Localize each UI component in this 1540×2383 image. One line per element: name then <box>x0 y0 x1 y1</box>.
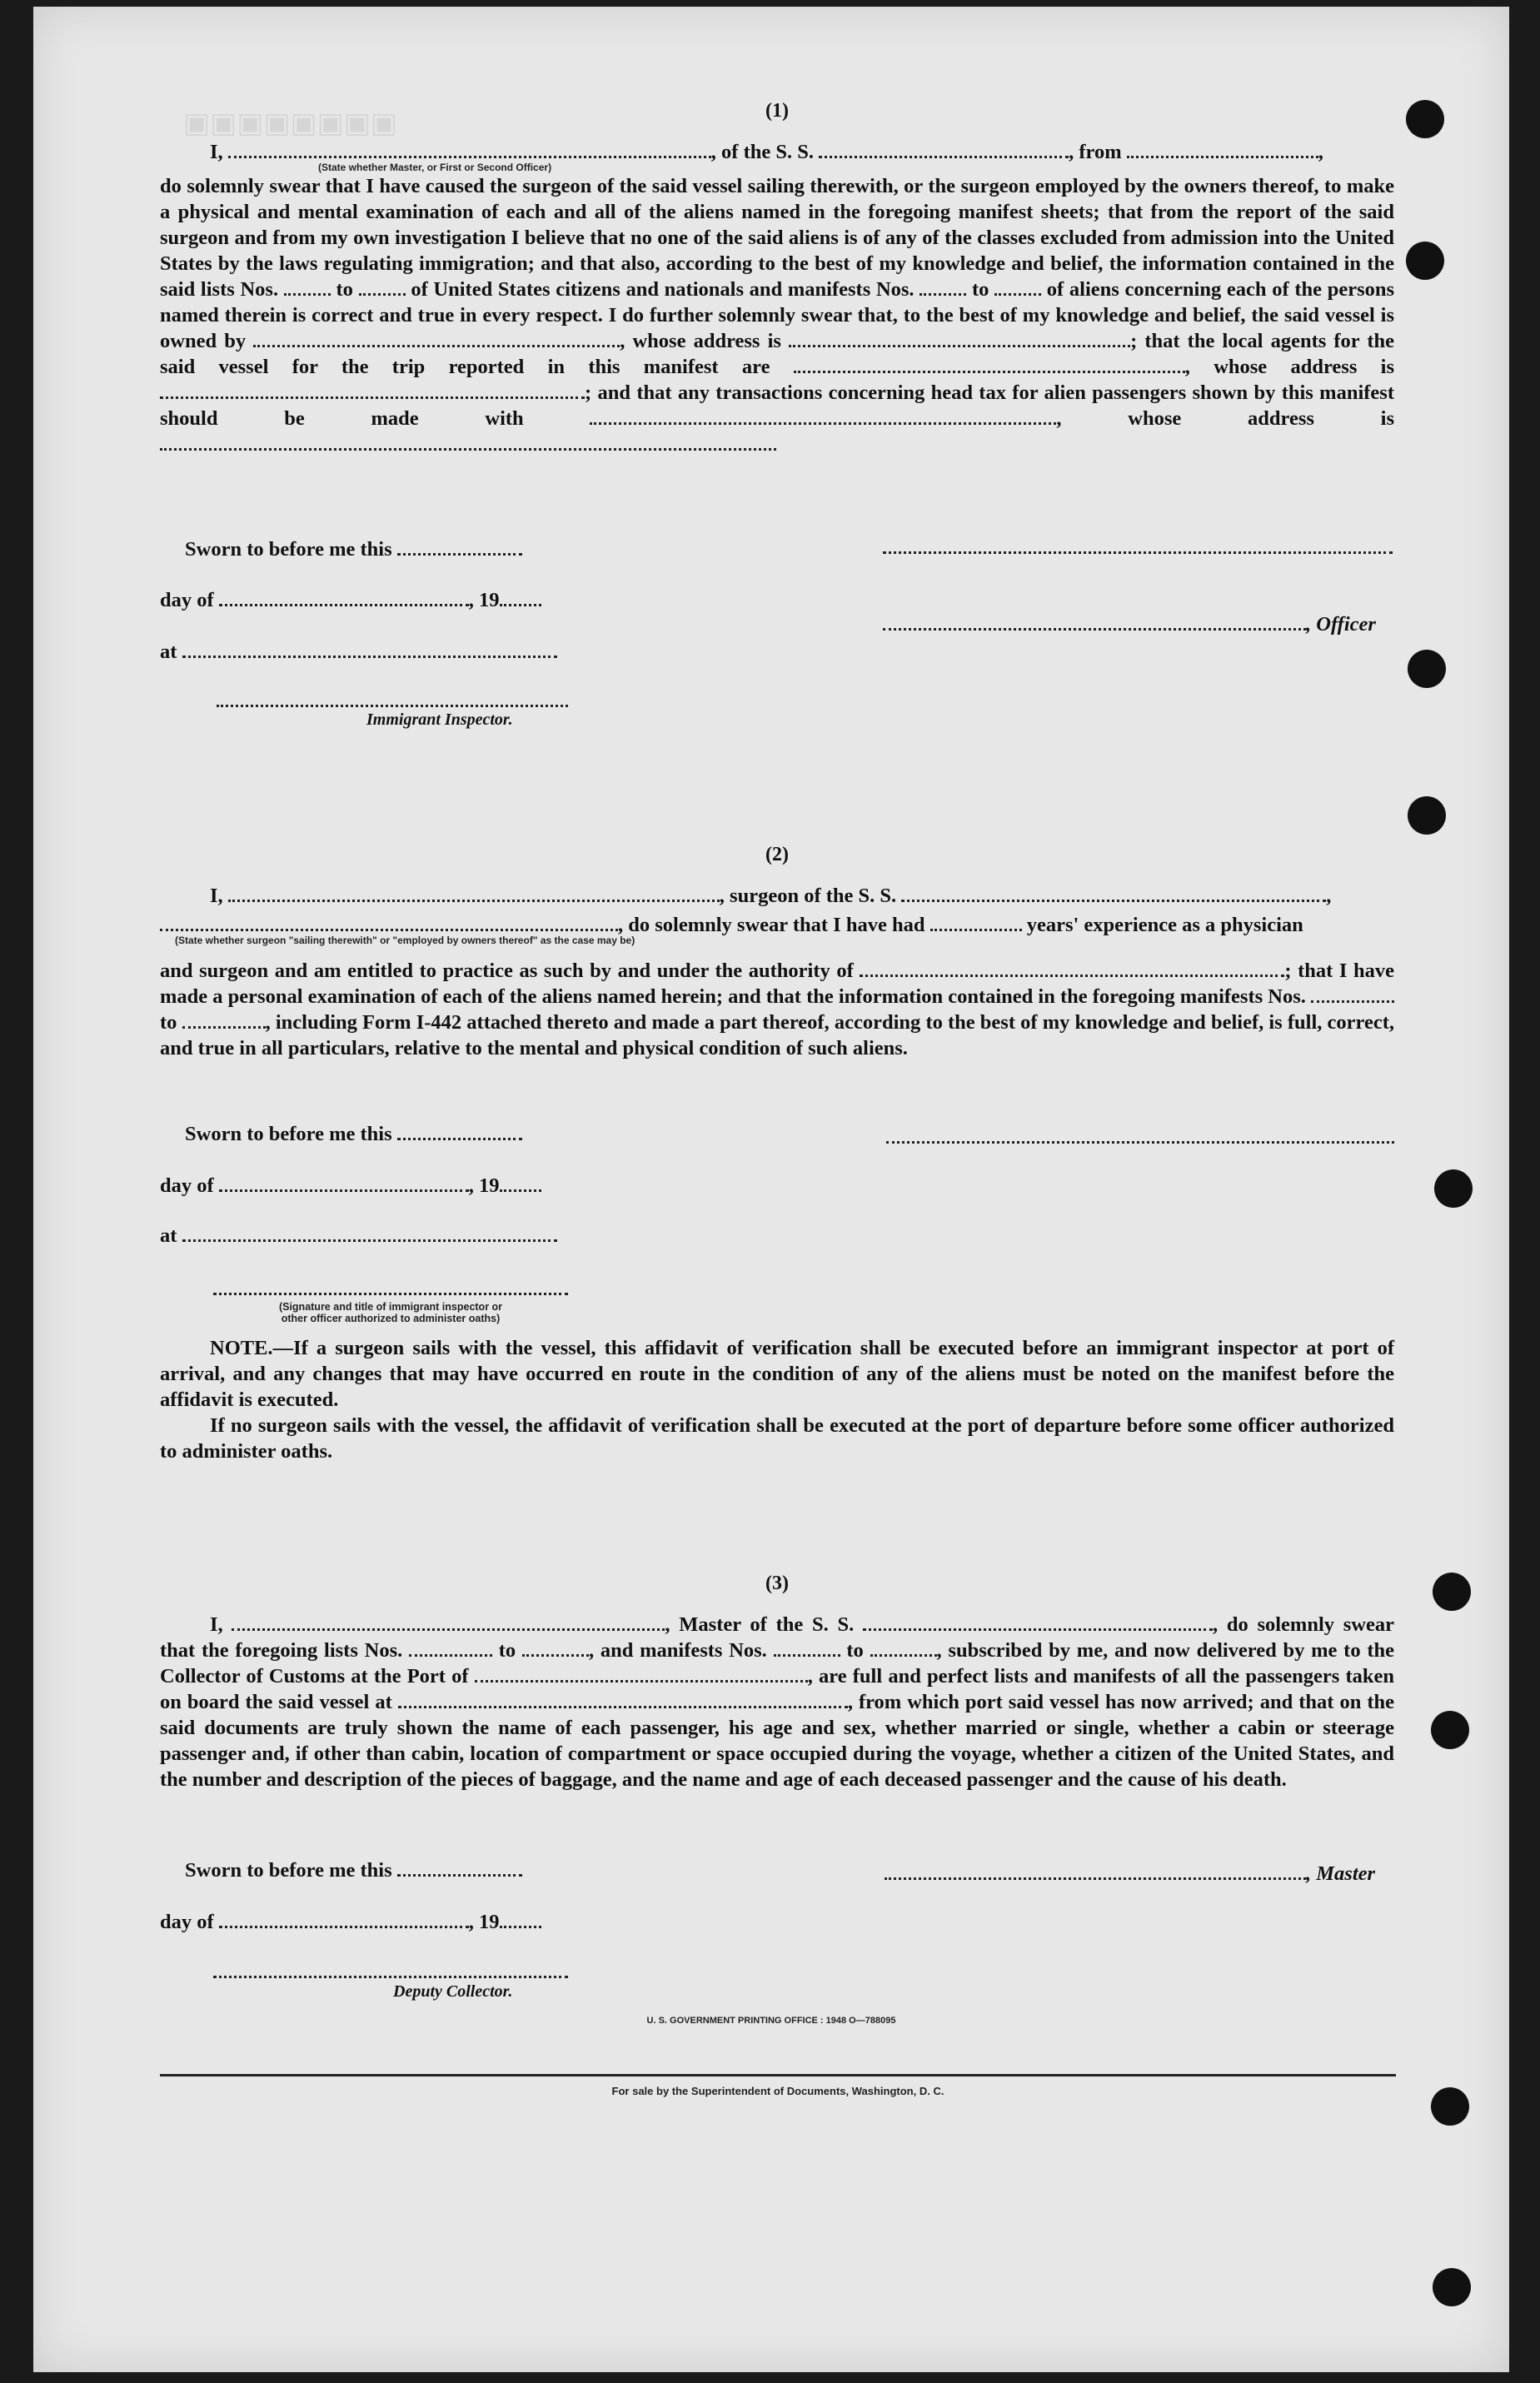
text: , do solemnly swear that the foregoing lists Nos. <box>160 1613 1394 1662</box>
blank-agents-address[interactable] <box>160 380 585 399</box>
sworn-line <box>185 536 522 561</box>
blank-manifests-to[interactable] <box>994 277 1041 296</box>
blank-vessel-name[interactable] <box>901 883 1326 902</box>
text: , surgeon of the S. S. <box>719 885 902 907</box>
at-line <box>160 1223 557 1248</box>
text: to <box>336 278 353 301</box>
affidavit-1-body <box>160 173 1394 457</box>
blank-years-experience[interactable] <box>930 912 1022 931</box>
master-signature-line[interactable] <box>885 1861 1306 1880</box>
blank-year[interactable] <box>500 587 541 606</box>
affidavit-3-body <box>160 1612 1394 1792</box>
blank-lists-to[interactable] <box>522 1638 589 1657</box>
text: to <box>498 1639 516 1662</box>
blank-lists-from[interactable] <box>284 277 331 296</box>
binder-hole <box>1406 100 1444 138</box>
binder-hole <box>1408 796 1446 835</box>
signature-caption <box>213 1301 568 1324</box>
at-line <box>160 639 557 664</box>
day-of-line <box>160 1173 541 1198</box>
blank-month[interactable] <box>219 1173 469 1192</box>
binder-hole <box>1433 1573 1471 1611</box>
collector-caption: Deputy Collector. <box>393 1982 513 2001</box>
blank-place[interactable] <box>182 639 557 658</box>
affidavit-2 <box>160 844 1394 1061</box>
binder-hole <box>1434 1169 1473 1208</box>
text: to <box>971 278 989 301</box>
blank-surgeon-name[interactable] <box>228 883 720 902</box>
master-line <box>885 1861 1375 1886</box>
inspector-signature-line[interactable] <box>217 705 568 707</box>
text: , whose address is <box>1056 407 1394 430</box>
text: I, <box>210 141 228 163</box>
text: to <box>846 1639 864 1662</box>
blank-head-tax-contact[interactable] <box>590 406 1056 425</box>
surgeon-signature-line[interactable] <box>886 1141 1394 1144</box>
blank-year[interactable] <box>500 1173 541 1192</box>
blank-head-tax-address[interactable] <box>160 431 776 451</box>
sworn-line <box>185 1121 522 1146</box>
blank-year[interactable] <box>500 1909 541 1928</box>
day-of-line <box>160 1909 541 1934</box>
text: I, <box>210 885 228 907</box>
note-block <box>160 1335 1394 1464</box>
note-paragraph-1 <box>160 1335 1394 1413</box>
blank-manifests-from[interactable] <box>920 277 966 296</box>
text: day of <box>160 1911 214 1933</box>
text: , of the S. S. <box>710 141 820 163</box>
blank-lists-to[interactable] <box>359 277 406 296</box>
affidavit-3 <box>160 1573 1394 1792</box>
text: at <box>160 1224 177 1247</box>
signature-caption-line: (Signature and title of immigrant inspector or <box>278 1301 503 1313</box>
text: at <box>160 641 177 663</box>
officer-rank-caption: (State whether Master, or First or Second Officer) <box>318 162 552 173</box>
blank-manifests-to[interactable] <box>870 1638 937 1657</box>
inspector-caption: Immigrant Inspector. <box>366 710 513 729</box>
blank-month[interactable] <box>219 1909 469 1928</box>
text: , 19 <box>468 1911 500 1933</box>
text: , from which port said vessel has now arrived; and that on the said documents are truly shown the name of each passenger, his age and sex, whether married or single, whether a cabin or steerage passenger and, if other than cabin, location of compartment or space occupied during the voyage, whether a citizen of the United States, and the number and description of the pieces of baggage, and the name and age of each deceased passenger and the cause of his death. <box>160 1691 1395 1791</box>
affidavit-2-first-line <box>160 883 1394 909</box>
blank-manifests-to[interactable] <box>182 1010 266 1029</box>
administering-officer-signature-line[interactable] <box>213 1293 568 1295</box>
text: of United States citizens and nationals and manifests Nos. <box>411 278 915 301</box>
text: I, <box>210 1613 223 1636</box>
text: , 19 <box>468 589 500 611</box>
blank-licensing-authority[interactable] <box>860 958 1284 977</box>
collector-signature-line[interactable] <box>213 1976 568 1978</box>
blank-sworn-date[interactable] <box>397 1121 522 1140</box>
text: of aliens concerning each of the persons named therein is correct and true in every respect. I do further solemnly swear that, to the best of my knowledge and belief, the said vessel is owned by <box>160 278 1395 352</box>
officer-signature-line[interactable] <box>883 611 1306 631</box>
blank-lists-from[interactable] <box>409 1638 492 1657</box>
form-page <box>33 7 1509 2372</box>
officer-caption: , Officer <box>1306 613 1376 636</box>
text: ; that I have made a personal examination of each of the aliens named herein; and that the information contained in the foregoing manifests Nos. <box>160 960 1395 1008</box>
text: years' experience as a physician <box>1021 914 1303 936</box>
sworn-line <box>185 1857 522 1882</box>
bleed-through-mark: ▣▣▣▣▣▣▣▣ <box>183 107 397 139</box>
blank-month[interactable] <box>219 587 469 606</box>
affidavit-1 <box>160 100 1394 457</box>
text: ; that the local agents for the said vessel for the trip reported in this manifest are <box>160 330 1395 378</box>
text: , do solemnly swear that I have had <box>618 914 930 936</box>
text: Sworn to before me this <box>185 1859 392 1882</box>
surgeon-status-caption: (State whether surgeon "sailing therewith" or "employed by owners thereof" as the case may be) <box>175 935 635 946</box>
section-number: (3) <box>765 1573 789 1594</box>
blank-manifests-from[interactable] <box>1311 984 1394 1003</box>
binder-hole <box>1406 242 1444 280</box>
blank-manifests-from[interactable] <box>774 1638 840 1657</box>
blank-vessel-name[interactable] <box>863 1612 1213 1631</box>
text: , <box>1318 141 1323 163</box>
text: , subscribed by me, and now delivered by me to the Collector of Customs at the Port of <box>160 1639 1395 1688</box>
blank-departure-port[interactable] <box>1127 139 1318 158</box>
sale-footer: For sale by the Superintendent of Documents, Washington, D. C. <box>160 2074 1396 2097</box>
blank-officer-rank[interactable] <box>228 139 711 158</box>
blank-port-of-embarkation[interactable] <box>398 1689 848 1708</box>
officer-name-line[interactable] <box>883 551 1393 554</box>
blank-place[interactable] <box>182 1223 557 1242</box>
text: , from <box>1069 141 1127 163</box>
text: do solemnly swear that I have caused the surgeon of the said vessel sailing therewith, or the surgeon employed by the owners thereof, to make a physical and mental examination of each and all of the aliens named in the foregoing manifest sheets; that from the report of the said surgeon and from my own investigation I believe that no one of the said aliens is of any of the classes excluded from admission into the United States by the laws regulating immigration; and that also, according to the best of my knowledge and belief, the information contained in the said lists Nos. <box>160 175 1394 301</box>
blank-sworn-date[interactable] <box>397 536 522 556</box>
text: , are full and perfect lists and manifests of all the passengers taken on board the said vessel at <box>160 1665 1395 1713</box>
binder-hole <box>1433 2268 1471 2306</box>
text: day of <box>160 589 214 611</box>
day-of-line <box>160 587 541 612</box>
blank-local-agents[interactable] <box>794 354 1185 373</box>
blank-sworn-date[interactable] <box>397 1857 522 1877</box>
section-number: (1) <box>765 100 789 122</box>
binder-hole <box>1408 650 1446 688</box>
text: to <box>160 1011 177 1034</box>
printing-office-imprint: U. S. GOVERNMENT PRINTING OFFICE : 1948 O—788095 <box>646 2016 896 2026</box>
text: , and manifests Nos. <box>588 1639 767 1662</box>
blank-master-name[interactable] <box>232 1612 665 1631</box>
text: Sworn to before me this <box>185 538 392 561</box>
text: Sworn to before me this <box>185 1123 392 1145</box>
blank-vessel-name[interactable] <box>819 139 1069 158</box>
blank-port-of-arrival[interactable] <box>475 1663 808 1683</box>
officer-line <box>883 611 1376 636</box>
text: , 19 <box>468 1174 500 1197</box>
text: , whose address is <box>620 330 781 352</box>
note-paragraph-2 <box>160 1413 1394 1464</box>
text: , <box>1326 885 1332 907</box>
blank-surgeon-status[interactable] <box>160 912 618 931</box>
text: , whose address is <box>1184 356 1395 378</box>
note-label: NOTE. <box>210 1337 273 1359</box>
binder-hole <box>1431 1711 1469 1749</box>
text: ; and that any transactions concerning head tax for alien passengers shown by this manifest should be made with <box>160 381 1394 430</box>
text: and surgeon and am entitled to practice as such by and under the authority of <box>160 960 854 982</box>
blank-owner-address[interactable] <box>789 328 1130 347</box>
text: , including Form I-442 attached thereto and made a part thereof, according to the best of my knowledge and belief, is full, correct, and true in all particulars, relative to the mental and physical condition of such aliens. <box>160 1011 1395 1059</box>
master-caption: , Master <box>1306 1862 1376 1885</box>
binder-hole <box>1431 2087 1469 2126</box>
text: If no surgeon sails with the vessel, the affidavit of verification shall be executed at the port of departure before some officer authorized to administer oaths. <box>160 1414 1394 1463</box>
text: —If a surgeon sails with the vessel, this affidavit of verification shall be executed before an immigrant inspector at port of arrival, and any changes that may have occurred en route in the condition of any of the aliens must be noted on the manifest before the affidavit is executed. <box>160 1337 1394 1411</box>
signature-caption-line: other officer authorized to administer oaths) <box>281 1313 501 1324</box>
section-number: (2) <box>765 844 789 865</box>
affidavit-2-body <box>160 958 1394 1061</box>
text: day of <box>160 1174 214 1197</box>
blank-owner[interactable] <box>253 328 620 347</box>
text: , Master of the S. S. <box>665 1613 855 1636</box>
